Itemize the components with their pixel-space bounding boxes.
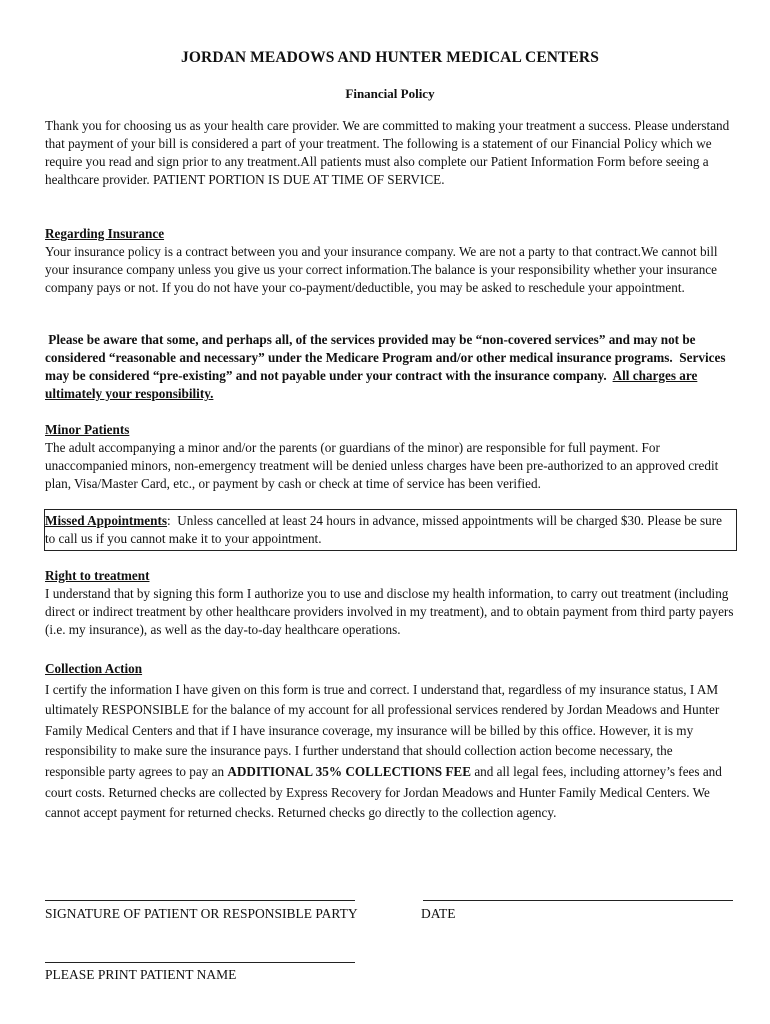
insurance-text: Your insurance policy is a contract between you and your insurance company. We are not a party to that contract.We cannot bill your insurance company unless you give us your correct information.The balance is your responsibility whether your insurance company pays or not. If you do not have your co-payment/deductible, you may be asked to reschedule your appointment. <box>45 244 718 295</box>
minor-heading: Minor Patients <box>45 422 130 437</box>
collection-text-before: I certify the information I have given on this form is true and correct. I understand that, regardless of my insurance status, I AM ultimately RESPONSIBLE for the balance of my account for all professional services rendered by Jordan Meadows and Hunter Family Medical Centers and that if I have insurance coverage, my insurance will be billed by this office. However, it is my responsibility to make sure the insurance pays. I further understand that should collection action become necessary, the responsible party agrees to pay an <box>45 681 720 779</box>
collection-heading: Collection Action <box>45 661 143 676</box>
signature-line[interactable] <box>45 900 355 901</box>
right-to-treatment-section <box>45 567 735 639</box>
document-subtitle: Financial Policy <box>345 86 435 101</box>
insurance-heading: Regarding Insurance <box>45 226 165 241</box>
right-text: I understand that by signing this form I authorize you to use and disclose my health information, to carry out treatment (including direct or indirect treatment by other healthcare providers involved in my treatment), and to obtain payment from third party payers (i.e. my insurance), as well as the day-to-day healthcare operations. <box>45 586 734 637</box>
collection-text <box>45 680 735 824</box>
date-label: DATE <box>421 906 456 921</box>
warning-text: Please be aware that some, and perhaps all, of the services provided may be “non-covered services” and may not be considered “reasonable and necessary” under the Medicare Program and/or other medical insurance programs. Services may be considered “pre-existing” and not payable under your contract with the insurance company. <box>45 332 729 383</box>
minor-text: The adult accompanying a minor and/or the parents (or guardians of the minor) are responsible for full payment. For unaccompanied minors, non-emergency treatment will be denied unless charges have been pre-authorized to an approved credit plan, Visa/Master Card, etc., or payment by cash or check at time of service has been verified. <box>45 440 719 491</box>
medicare-warning <box>45 331 735 403</box>
missed-heading: Missed Appointments <box>45 513 168 528</box>
missed-text: : Unless cancelled at least 24 hours in advance, missed appointments will be charged $30. Please be sure to call us if you cannot make it to your appointment. <box>45 513 726 546</box>
collection-text-after: and all legal fees, including attorney’s fees and court costs. Returned checks are collected by Express Recovery for Jordan Meadows and Hunter Family Medical Centers. We cannot accept payment for returned checks. Returned checks go directly to the collection agency. <box>45 763 722 821</box>
intro-paragraph <box>45 117 735 189</box>
warning-underlined: All charges are ultimately your responsibility. <box>45 368 698 401</box>
intro-text: Thank you for choosing us as your health care provider. We are committed to making your treatment a success. Please understand that payment of your bill is considered a part of your treatment. The following is a statement of our Financial Policy which we require you read and sign prior to any treatment.All patients must also complete our Patient Information Form before seeing a healthcare provider. PATIENT PORTION IS DUE AT TIME OF SERVICE. <box>45 118 730 187</box>
collection-section <box>45 659 735 824</box>
print-name-line[interactable] <box>45 962 355 963</box>
date-line[interactable] <box>423 900 733 901</box>
missed-appointments-box <box>44 509 737 551</box>
minor-section <box>45 421 735 493</box>
insurance-section <box>45 225 735 297</box>
signature-label: SIGNATURE OF PATIENT OR RESPONSIBLE PARTY <box>45 906 358 921</box>
print-name-label: PLEASE PRINT PATIENT NAME <box>45 967 237 982</box>
document-title: JORDAN MEADOWS AND HUNTER MEDICAL CENTERS <box>181 49 599 66</box>
right-heading: Right to treatment <box>45 568 150 583</box>
collection-fee: ADDITIONAL 35% COLLECTIONS FEE <box>227 763 472 779</box>
